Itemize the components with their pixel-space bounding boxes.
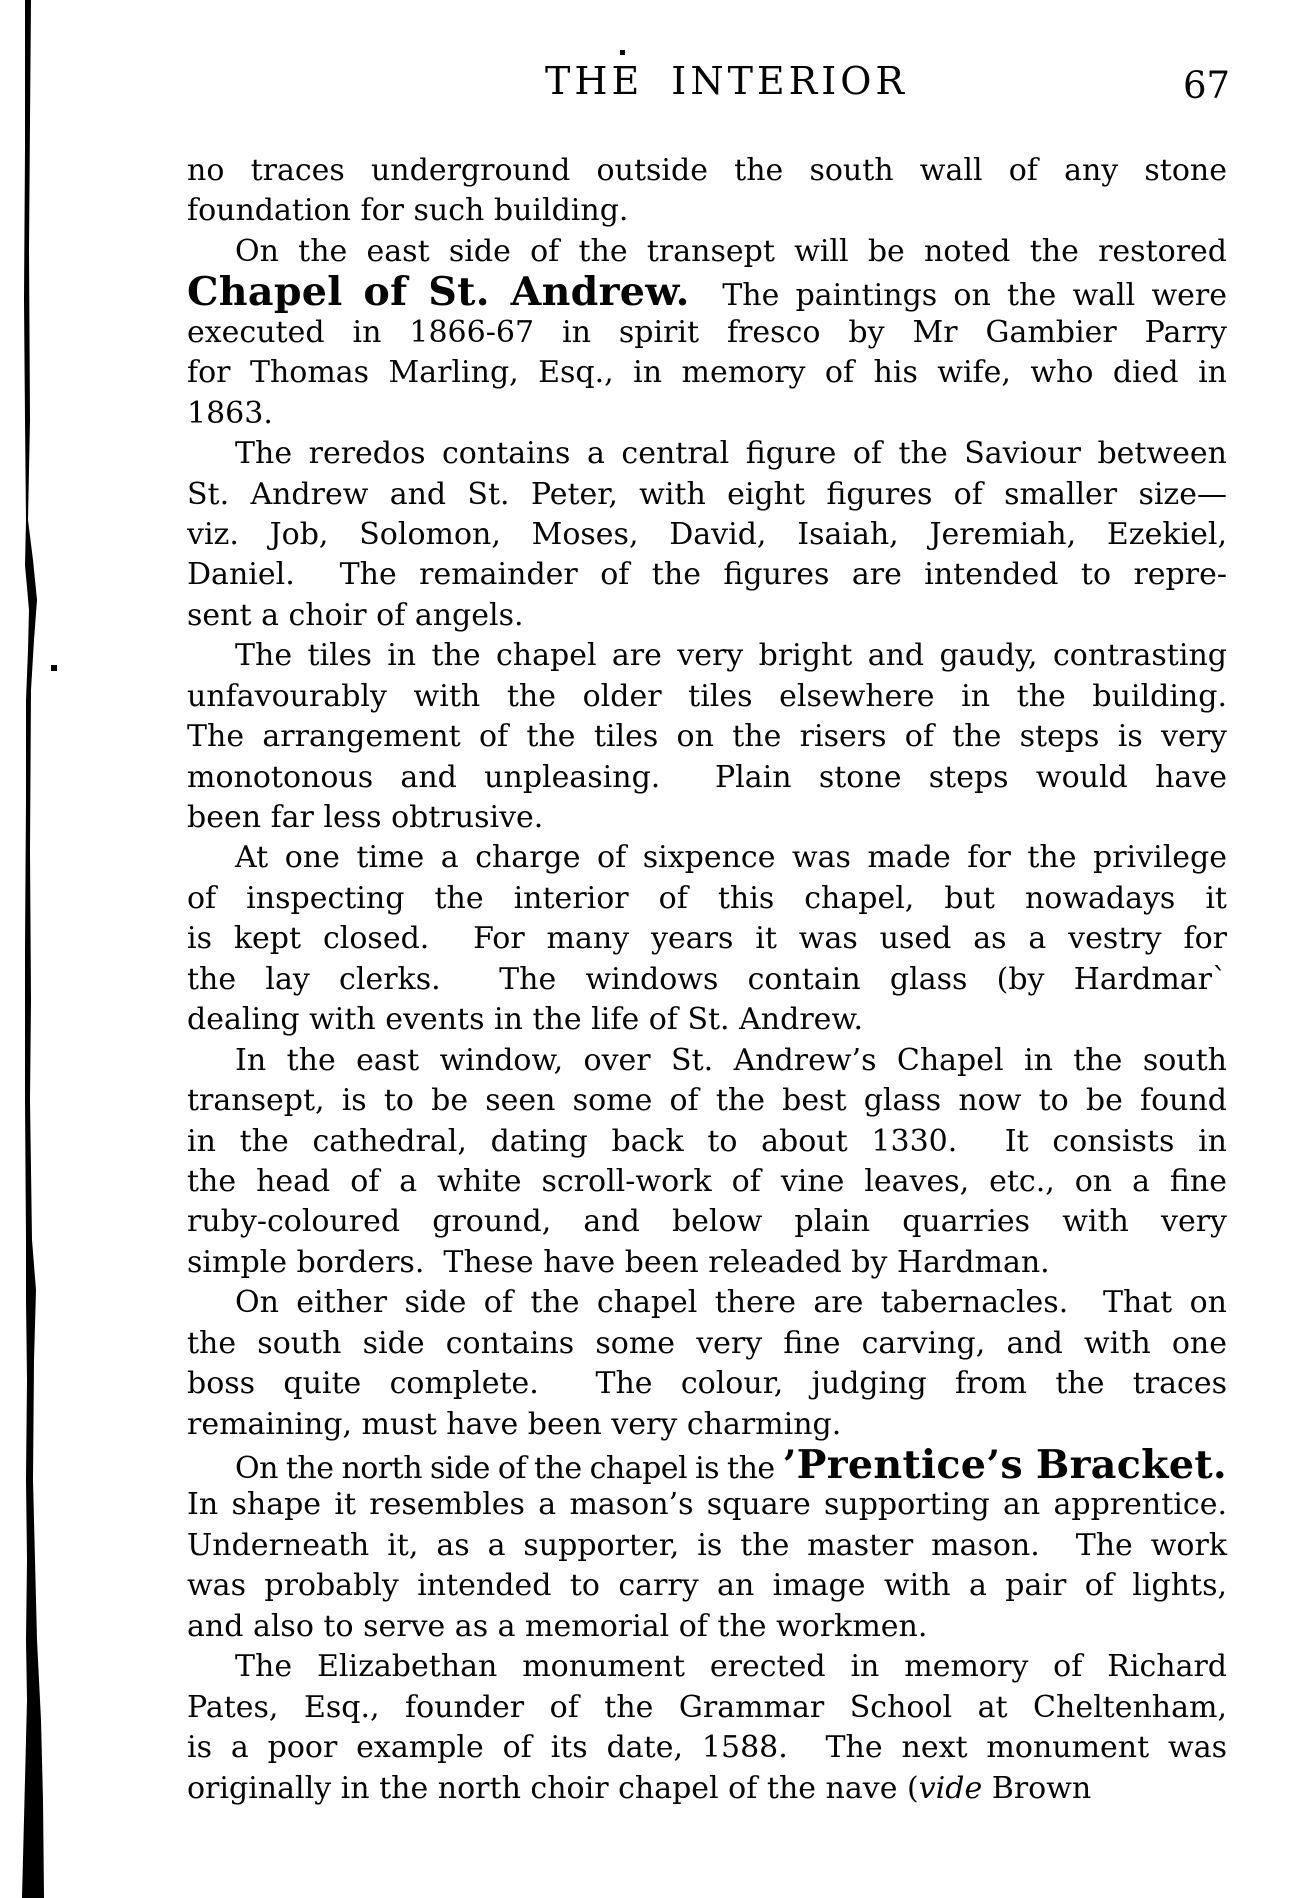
text-line	[187, 191, 1227, 231]
body-text: Daniel. The remainder of the figures are intended to repre-	[187, 557, 1227, 593]
body-text: On either side of the chapel there are tabernacles. That on	[235, 1285, 1227, 1321]
text-line	[187, 1688, 1227, 1728]
text-line	[187, 1566, 1227, 1606]
text-line	[187, 1405, 1227, 1445]
body-text: The arrangement of the tiles on the risers of the steps is very	[187, 719, 1227, 755]
body-text: executed in 1866-67 in spirit fresco by Mr Gambier Parry	[187, 314, 1227, 350]
text-line	[187, 717, 1227, 757]
page-number: 67	[1183, 64, 1231, 107]
text-line	[187, 1202, 1227, 1242]
body-text: no traces underground outside the south wall of any stone	[187, 153, 1227, 188]
body-text: and also to serve as a memorial of the workmen.	[187, 1608, 928, 1644]
bold-heading-text: ’Prentice’s Bracket.	[782, 1442, 1227, 1488]
body-text: is a poor example of its date, 1588. The next monument was	[187, 1730, 1227, 1766]
text-line	[187, 1769, 1227, 1809]
text-line	[187, 960, 1227, 1000]
italic-text: vide	[918, 1770, 983, 1806]
binding-artifact	[0, 0, 60, 1898]
text-line	[187, 636, 1227, 676]
body-text: boss quite complete. The colour, judging from the traces	[187, 1366, 1227, 1402]
body-text: Underneath it, as a supporter, is the master mason. The work	[187, 1527, 1227, 1563]
text-line	[187, 1364, 1227, 1404]
text-line	[187, 1728, 1227, 1768]
body-text: 1863.	[187, 395, 273, 431]
text-line	[187, 1243, 1227, 1283]
body-text: In the east window, over St. Andrew’s Chapel in the south	[235, 1042, 1227, 1078]
body-text: for Thomas Marling, Esq., in memory of his wife, who died in	[187, 355, 1227, 391]
body-text-block	[187, 151, 1227, 1809]
body-text: dealing with events in the life of St. Andrew.	[187, 1002, 864, 1038]
text-line	[187, 1324, 1227, 1364]
body-text: The reredos contains a central figure of the Saviour between	[235, 436, 1227, 472]
text-line	[187, 1000, 1227, 1040]
bold-heading-text: Chapel of St. Andrew.	[187, 269, 690, 316]
body-text: ruby-coloured ground, and below plain quarries with very	[187, 1204, 1227, 1240]
text-line	[187, 596, 1227, 636]
text-line	[187, 677, 1227, 717]
body-text: was probably intended to carry an image with a pair of lights,	[187, 1568, 1227, 1604]
text-line	[187, 1526, 1227, 1566]
body-text: At one time a charge of sixpence was made for the privilege	[235, 840, 1227, 876]
text-line	[187, 515, 1227, 555]
text-line	[187, 475, 1227, 515]
body-text: been far less obtrusive.	[187, 800, 544, 835]
text-line	[187, 1442, 1227, 1488]
body-text: Brown	[982, 1770, 1092, 1806]
body-text: St. Andrew and St. Peter, with eight figures of smaller size—	[187, 476, 1227, 512]
body-text: in the cathedral, dating back to about 1330. It consists in	[187, 1123, 1227, 1159]
running-header	[545, 59, 909, 103]
text-line	[187, 269, 1227, 316]
text-line	[187, 394, 1227, 434]
body-text: sent a choir of angels.	[187, 597, 524, 633]
text-line	[187, 1283, 1227, 1323]
text-line	[187, 758, 1227, 798]
body-text: the lay clerks. The windows contain glass (by Hardmar`	[187, 961, 1227, 997]
body-text: transept, is to be seen some of the best glass now to be found	[187, 1083, 1227, 1119]
body-text: viz. Job, Solomon, Moses, David, Isaiah, Jeremiah, Ezekiel,	[187, 516, 1227, 552]
text-line	[187, 313, 1227, 353]
text-line	[187, 1647, 1227, 1687]
body-text: of inspecting the interior of this chapel, but nowadays it	[187, 880, 1227, 916]
text-line	[187, 434, 1227, 474]
text-line	[187, 1162, 1227, 1202]
body-text: is kept closed. For many years it was used as a vestry for	[187, 921, 1227, 957]
body-text: simple borders. These have been releaded by Hardman.	[187, 1244, 1050, 1280]
ink-speck	[620, 50, 625, 55]
body-text: the head of a white scroll-work of vine leaves, etc., on a fine	[187, 1163, 1227, 1199]
body-text: the south side contains some very fine carving, and with one	[187, 1325, 1227, 1361]
text-line	[187, 232, 1227, 272]
body-text: The paintings on the wall were	[689, 278, 1227, 314]
body-text: The tiles in the chapel are very bright and gaudy, contrasting	[235, 638, 1227, 674]
body-text: In shape it resembles a mason’s square supporting an apprentice.	[187, 1487, 1227, 1523]
text-line	[187, 838, 1227, 878]
body-text: foundation for such building.	[187, 193, 629, 229]
body-text: The Elizabethan monument erected in memory of Richard	[235, 1649, 1227, 1685]
text-line	[187, 555, 1227, 595]
header-title: THE INTERIOR	[545, 59, 909, 103]
text-line	[187, 151, 1227, 191]
text-line	[187, 1607, 1227, 1647]
body-text: On the north side of the chapel is the	[235, 1451, 783, 1486]
body-text: originally in the north choir chapel of the nave (	[187, 1770, 919, 1806]
text-line	[187, 919, 1227, 959]
text-line	[187, 1122, 1227, 1162]
body-text: remaining, must have been very charming.	[187, 1406, 842, 1442]
text-line	[187, 353, 1227, 393]
text-line	[187, 1485, 1227, 1525]
text-line	[187, 798, 1227, 838]
body-text: unfavourably with the older tiles elsewhere in the building.	[187, 678, 1227, 714]
text-line	[187, 1081, 1227, 1121]
ink-speck	[51, 665, 57, 671]
text-line	[187, 879, 1227, 919]
body-text: Pates, Esq., founder of the Grammar School at Cheltenham,	[187, 1689, 1227, 1725]
body-text: On the east side of the transept will be noted the restored	[235, 233, 1227, 269]
text-line	[187, 1041, 1227, 1081]
body-text: monotonous and unpleasing. Plain stone steps would have	[187, 759, 1227, 795]
